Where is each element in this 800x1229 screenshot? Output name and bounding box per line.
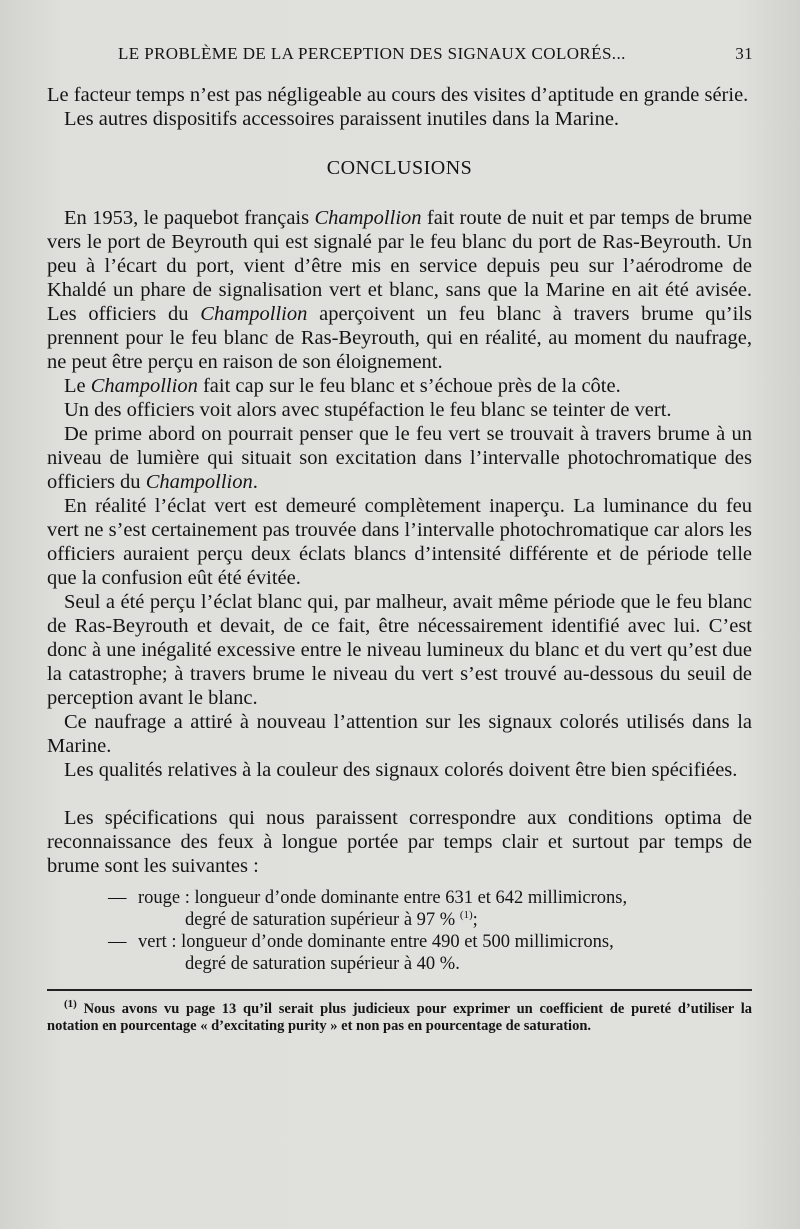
ship-name: Champollion xyxy=(200,303,308,325)
running-title: LE PROBLÈME DE LA PERCEPTION DES SIGNAUX COLORÉS... xyxy=(118,44,626,63)
page-number: 31 xyxy=(735,44,753,63)
ship-name: Champollion xyxy=(314,207,422,229)
footnote-ref: (1) xyxy=(459,908,473,921)
paragraph-green-tint: Un des officiers voit alors avec stupéfaction le feu blanc se teinter de vert. xyxy=(64,399,672,421)
paragraph-time-factor: Le facteur temps n’est pas négligeable au cours des visites d’aptitude en grande série. xyxy=(47,84,749,106)
paragraph-accessories: Les autres dispositifs accessoires paraissent inutiles dans la Marine. xyxy=(64,108,620,130)
footnote-marker: (1) xyxy=(64,997,77,1010)
footnote: $^{(1)}$ Nous avons vu page 13 qu’il serait plus judicieux pour exprimer un coefficient de pureté d’utiliser la notation en pourcentage « d’excitating purity » et non pas en pourcentage de saturation. xyxy=(47,997,752,1034)
paragraph-qualities: Les qualités relatives à la couleur des signaux colorés doivent être bien spécifiées. xyxy=(64,759,738,781)
paragraph-grounding: Le Champollion fait cap sur le feu blanc et s’échoue près de la côte. xyxy=(64,375,621,397)
running-header xyxy=(118,44,753,64)
specification-list xyxy=(47,887,752,975)
paragraph-white-flash: Seul a été perçu l’éclat blanc qui, par malheur, avait même période que le feu blanc de Ras-Beyrouth et devait, de ce fait, être nécessairement identifié avec lui. C’est donc à une inégalité excessive entre le niveau lumineux du blanc et du vert qu’est due la catastrophe; à travers brume le niveau du vert s’est trouvé au-dessous du seuil de perception avant le blanc. xyxy=(47,591,752,709)
footnote-divider xyxy=(47,989,752,991)
ship-name: Champollion xyxy=(90,375,198,397)
ship-name: Champollion xyxy=(145,471,253,493)
page-body xyxy=(47,83,752,1035)
paragraph-specifications: Les spécifications qui nous paraissent correspondre aux conditions optima de reconnaissance des feux à longue portée par temps clair et surtout par temps de brume sont les suivantes : xyxy=(47,807,752,877)
paragraph-first-hypothesis: De prime abord on pourrait penser que le feu vert se trouvait à travers brume à un niveau de lumière qui situait son excitation dans l’intervalle photochromatique des officiers du Champollion. xyxy=(47,423,752,493)
paragraph-1953-voyage: En 1953, le paquebot français Champollion fait route de nuit et par temps de brume vers le port de Beyrouth qui est signalé par le feu blanc du port de Ras-Beyrouth. Un peu à l’écart du port, vient d’être mis en service depuis peu sur l’aérodrome de Khaldé un phare de signalisation vert et blanc, sans que la Marine en ait été avisée. Les officiers du Champollion aperçoivent un feu blanc à travers brume qu’ils prennent pour le feu blanc de Ras-Beyrouth, qui en réalité, au moment du naufrage, ne peut être perçu en raison de son éloignement. xyxy=(47,207,752,373)
list-item-red: — rouge : longueur d’onde dominante entre 631 et 642 millimicrons, degré de saturation supérieur à 97 % $^{(1)}$; xyxy=(108,888,628,930)
paragraph-reality: En réalité l’éclat vert est demeuré complètement inaperçu. La luminance du feu vert ne s’est certainement pas trouvée dans l’intervalle photochromatique car alors les officiers auraient perçu deux éclats blancs d’intensité différente et de période telle que la confusion eût été évitée. xyxy=(47,495,752,589)
section-heading: CONCLUSIONS xyxy=(326,157,473,179)
list-item-green: — vert : longueur d’onde dominante entre 490 et 500 millimicrons, degré de saturation supérieur à 40 %. xyxy=(108,932,614,974)
paragraph-attention: Ce naufrage a attiré à nouveau l’attention sur les signaux colorés utilisés dans la Marine. xyxy=(47,711,752,757)
